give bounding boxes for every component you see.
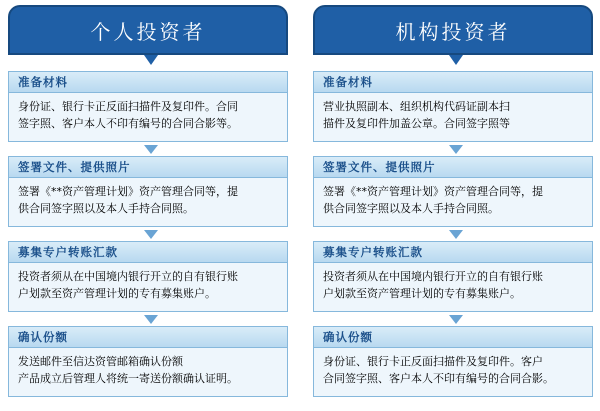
step-text-line: 投资者须从在中国境内银行开立的自有银行账 (323, 270, 543, 283)
step-text-line: 签字照、客户本人不印有编号的合同合影等。 (18, 117, 238, 130)
step-title: 募集专户转账汇款 (313, 241, 593, 262)
step-text-line: 签署《**资产管理计划》资产管理合同等，提 (18, 185, 238, 198)
step-transfer-funds (313, 241, 593, 312)
step-text-line: 户划款至资产管理计划的专有募集账户。 (18, 287, 216, 300)
down-arrow-icon (144, 145, 158, 154)
step-title: 准备材料 (8, 71, 288, 92)
step-text-line: 合同签字照、客户本人不印有编号的合同合影。 (323, 372, 554, 385)
step-text-line: 发送邮件至信达资管邮箱确认份额 (18, 355, 183, 368)
down-arrow-icon (449, 315, 463, 324)
step-text-line: 供合同签字照以及本人手持合同照。 (323, 202, 499, 215)
step-text-line: 户划款至资产管理计划的专有募集账户。 (323, 287, 521, 300)
step-confirm-shares (313, 326, 593, 397)
step-transfer-funds (8, 241, 288, 312)
down-arrow-icon (144, 315, 158, 324)
step-title: 签署文件、提供照片 (8, 156, 288, 177)
column-header: 个人投资者 (8, 5, 288, 55)
step-body (8, 262, 288, 312)
step-body (313, 92, 593, 142)
step-sign-documents (8, 156, 288, 227)
down-arrow-icon (144, 230, 158, 239)
step-text-line: 身份证、银行卡正反面扫描件及复印件。合同 (18, 100, 238, 113)
step-title: 确认份额 (8, 326, 288, 347)
step-title: 准备材料 (313, 71, 593, 92)
step-text-line: 产品成立后管理人将统一寄送份额确认证明。 (18, 372, 238, 385)
step-title: 确认份额 (313, 326, 593, 347)
down-arrow-icon (449, 145, 463, 154)
step-title: 签署文件、提供照片 (313, 156, 593, 177)
step-prepare-materials (8, 71, 288, 142)
step-prepare-materials (313, 71, 593, 142)
step-body (8, 92, 288, 142)
step-title: 募集专户转账汇款 (8, 241, 288, 262)
header-arrow-icon (144, 55, 158, 65)
step-text-line: 投资者须从在中国境内银行开立的自有银行账 (18, 270, 238, 283)
step-text-line: 营业执照副本、组织机构代码证副本扫 (323, 100, 510, 113)
step-text-line: 签署《**资产管理计划》资产管理合同等，提 (323, 185, 543, 198)
step-body (313, 177, 593, 227)
step-text-line: 身份证、银行卡正反面扫描件及复印件。客户 (323, 355, 543, 368)
step-body (313, 347, 593, 397)
individual-investor-column (8, 5, 288, 405)
institutional-investor-column (313, 5, 593, 405)
header-arrow-icon (449, 55, 463, 65)
step-body (313, 262, 593, 312)
step-body (8, 177, 288, 227)
step-sign-documents (313, 156, 593, 227)
step-confirm-shares (8, 326, 288, 397)
step-body (8, 347, 288, 397)
step-text-line: 供合同签字照以及本人手持合同照。 (18, 202, 194, 215)
step-text-line: 描件及复印件加盖公章。合同签字照等 (323, 117, 510, 130)
column-header: 机构投资者 (313, 5, 593, 55)
down-arrow-icon (449, 230, 463, 239)
